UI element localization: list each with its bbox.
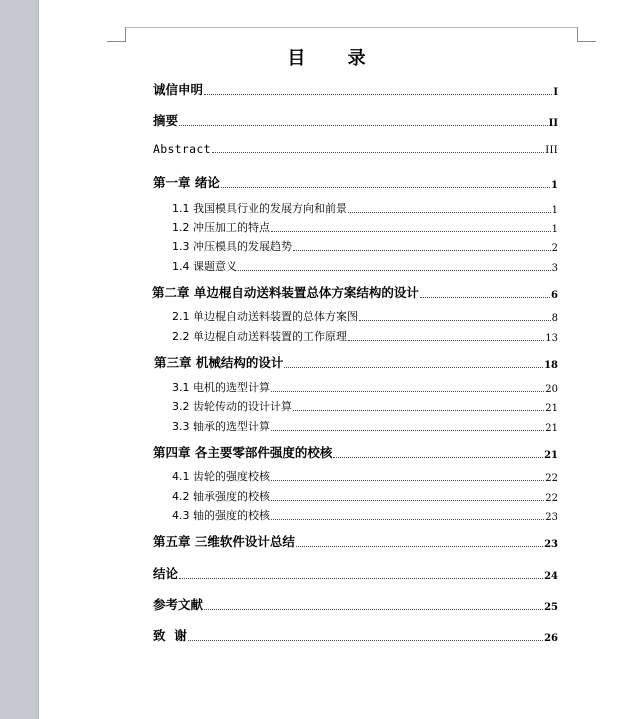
toc-entry-label: 3.2 齿轮传动的设计计算 — [172, 400, 292, 413]
toc-entry-chapter-5[interactable] — [153, 532, 558, 550]
toc-leader-dots — [271, 500, 544, 501]
toc-leader-dots — [348, 340, 544, 341]
document-page — [38, 0, 637, 719]
toc-entry-section-1-3[interactable] — [172, 238, 558, 254]
toc-entry-label: 2.2 单边棍自动送料装置的工作原理 — [172, 330, 347, 343]
toc-entry-label: 1.1 我国模具行业的发展方向和前景 — [172, 202, 347, 215]
toc-entry-label: 4.3 轴的强度的校核 — [172, 509, 270, 522]
toc-entry-page: 8 — [551, 313, 558, 324]
toc-entry-page: 6 — [551, 290, 558, 301]
toc-leader-dots — [271, 519, 544, 520]
toc-entry-chapter-2[interactable] — [152, 283, 558, 301]
toc-entry-references[interactable] — [153, 595, 558, 613]
toc-entry-label: 第三章 机械结构的设计 — [154, 355, 284, 370]
toc-entry-label: 4.1 齿轮的强度校核 — [172, 470, 270, 483]
toc-leader-dots — [212, 152, 544, 153]
toc-entry-page: 3 — [551, 263, 558, 274]
toc-entry-label: 第五章 三维软件设计总结 — [153, 534, 295, 549]
toc-leader-dots — [238, 270, 551, 271]
toc-entry-label: Abstract — [153, 142, 211, 156]
toc-leader-dots — [271, 231, 551, 232]
toc-title: 目 录 — [287, 48, 384, 69]
toc-entry-page: 21 — [545, 403, 558, 414]
toc-leader-dots — [179, 125, 548, 126]
toc-entry-label: 1.3 冲压模具的发展趋势 — [172, 240, 292, 253]
toc-entry-page: 1 — [551, 180, 558, 191]
toc-entry-page: 1 — [551, 205, 558, 216]
toc-entry-label: 第四章 各主要零部件强度的校核 — [153, 445, 333, 460]
toc-entry-section-4-3[interactable] — [172, 507, 558, 523]
toc-entry-page: 22 — [545, 473, 558, 484]
toc-entry-page: 2 — [551, 243, 558, 254]
toc-entry-section-4-2[interactable] — [172, 488, 558, 504]
toc-entry-section-1-4[interactable] — [172, 258, 558, 274]
toc-entry-section-3-3[interactable] — [172, 418, 558, 434]
toc-entry-abstract-cn[interactable] — [153, 111, 558, 129]
toc-entry-page: 18 — [544, 360, 558, 371]
toc-entry-section-1-1[interactable] — [172, 200, 558, 216]
toc-entry-abstract-en[interactable] — [153, 142, 558, 156]
toc-entry-page: 23 — [545, 512, 558, 523]
toc-entry-section-2-2[interactable] — [172, 328, 558, 344]
toc-leader-dots — [333, 457, 543, 458]
page-header-line — [125, 27, 577, 28]
toc-entry-label: 3.3 轴承的选型计算 — [172, 420, 270, 433]
toc-entry-label: 致 谢 — [153, 628, 187, 643]
toc-entry-page: 22 — [545, 493, 558, 504]
toc-entry-page: 20 — [545, 384, 558, 395]
toc-entry-page: II — [548, 118, 558, 129]
toc-leader-dots — [188, 640, 543, 641]
toc-entry-chapter-1[interactable] — [153, 173, 558, 191]
toc-entry-label: 诚信申明 — [153, 82, 204, 97]
toc-entry-page: I — [553, 87, 558, 98]
toc-entry-page: 24 — [544, 571, 558, 582]
toc-entry-section-2-1[interactable] — [172, 308, 558, 324]
toc-leader-dots — [420, 297, 550, 298]
toc-leader-dots — [271, 430, 544, 431]
toc-entry-page: 21 — [545, 423, 558, 434]
toc-entry-label: 3.1 电机的选型计算 — [172, 381, 270, 394]
toc-entry-chapter-4[interactable] — [153, 443, 558, 461]
toc-leader-dots — [271, 391, 544, 392]
toc-entry-page: III — [545, 145, 558, 156]
toc-leader-dots — [359, 320, 551, 321]
toc-entry-chapter-3[interactable] — [154, 353, 558, 371]
toc-leader-dots — [204, 609, 543, 610]
toc-entry-section-4-1[interactable] — [172, 468, 558, 484]
toc-leader-dots — [293, 410, 544, 411]
toc-entry-label: 4.2 轴承强度的校核 — [172, 490, 270, 503]
toc-entry-label: 1.4 课题意义 — [172, 260, 237, 273]
toc-entry-page: 1 — [551, 224, 558, 235]
toc-leader-dots — [179, 578, 543, 579]
toc-entry-acknowledgements[interactable] — [153, 626, 558, 644]
toc-entry-section-3-2[interactable] — [172, 398, 558, 414]
toc-leader-dots — [293, 250, 551, 251]
toc-leader-dots — [348, 212, 551, 213]
toc-entry-page: 13 — [545, 333, 558, 344]
toc-entry-label: 第二章 单边棍自动送料装置总体方案结构的设计 — [152, 285, 419, 300]
toc-entry-section-1-2[interactable] — [172, 219, 558, 235]
toc-entry-page: 23 — [544, 539, 558, 550]
toc-entry-page: 21 — [544, 450, 558, 461]
toc-leader-dots — [221, 187, 550, 188]
toc-entry-section-3-1[interactable] — [172, 379, 558, 395]
crop-mark-top-right — [577, 27, 596, 42]
toc-entry-label: 参考文献 — [153, 597, 204, 612]
toc-entry-label: 摘要 — [153, 113, 179, 128]
toc-leader-dots — [204, 94, 552, 95]
toc-leader-dots — [271, 480, 544, 481]
toc-entry-label: 2.1 单边棍自动送料装置的总体方案图 — [172, 310, 358, 323]
toc-entry-label: 结论 — [153, 566, 179, 581]
toc-entry-integrity-statement[interactable] — [153, 80, 558, 98]
toc-leader-dots — [284, 367, 543, 368]
toc-entry-label: 1.2 冲压加工的特点 — [172, 221, 270, 234]
toc-entry-label: 第一章 绪论 — [153, 175, 220, 190]
toc-leader-dots — [296, 546, 543, 547]
crop-mark-top-left — [107, 27, 126, 42]
toc-entry-page: 26 — [544, 633, 558, 644]
toc-entry-page: 25 — [544, 602, 558, 613]
toc-entry-conclusion[interactable] — [153, 564, 558, 582]
